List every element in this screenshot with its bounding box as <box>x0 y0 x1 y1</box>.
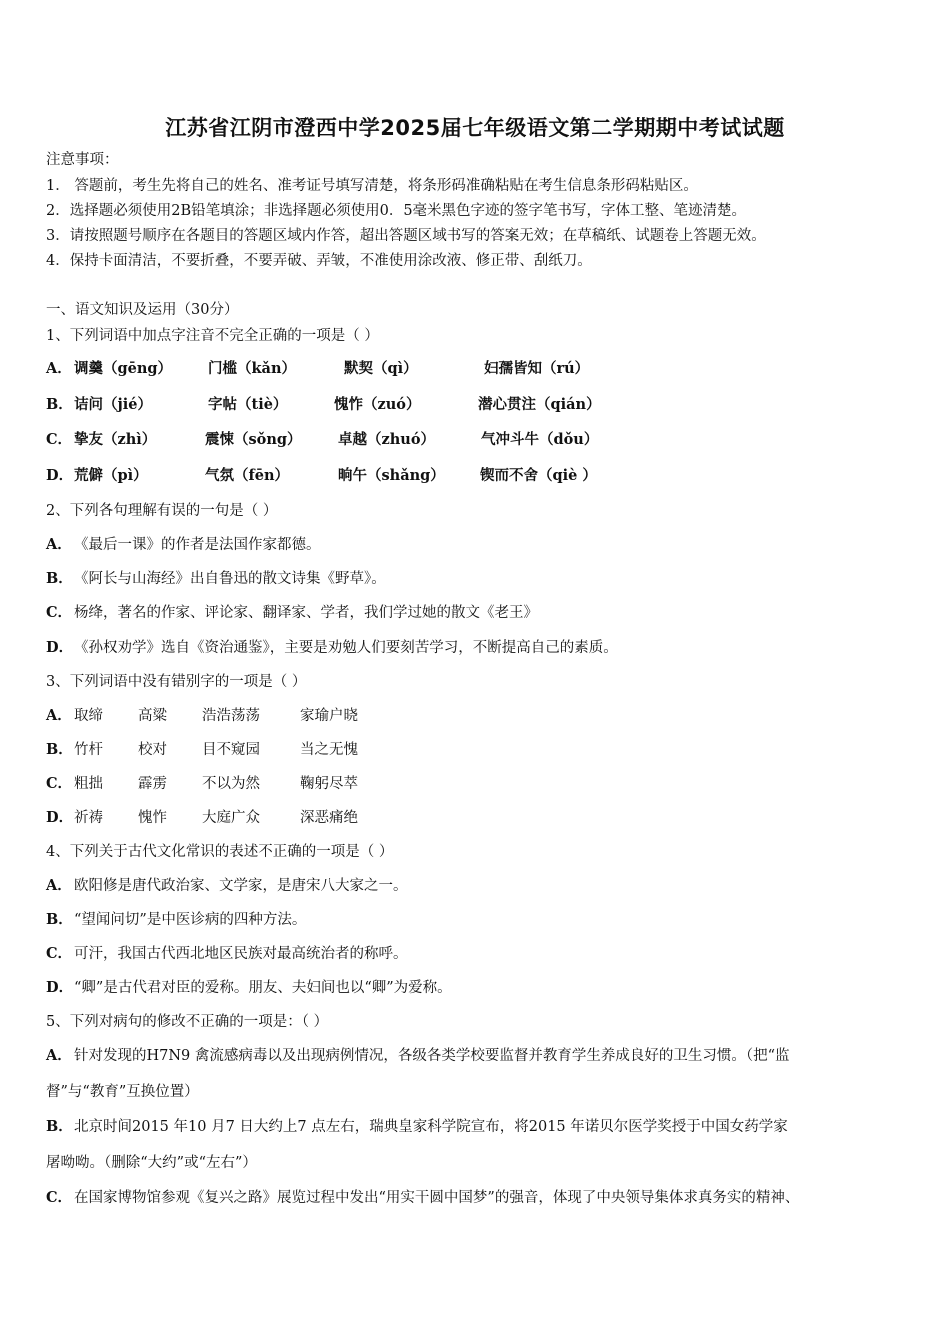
q1-option-c <box>46 430 74 450</box>
option-label: C． <box>46 775 73 792</box>
option-label: B． <box>46 1118 73 1135</box>
q2-option-c <box>46 603 538 623</box>
q3-a-word-1: 取缔 <box>74 708 103 724</box>
notice-item-4: 4．保持卡面清洁，不要折叠，不要弄破、弄皱，不准使用涂改液、修正带、刮纸刀。 <box>46 253 592 269</box>
q1-b-word-4: 潜心贯注（qián） <box>478 396 601 413</box>
option-label: A． <box>46 707 72 724</box>
option-label: C． <box>46 945 73 962</box>
q3-b-word-2: 校对 <box>138 742 167 758</box>
q5-option-c <box>46 1188 799 1208</box>
q3-option-d <box>46 808 74 828</box>
q1-a-word-2: 门槛（kǎn） <box>208 360 296 377</box>
option-text: 杨绛，著名的作家、评论家、翻译家、学者，我们学过她的散文《老王》 <box>74 605 538 621</box>
option-label: D． <box>46 809 74 826</box>
q5-option-a <box>46 1046 790 1066</box>
q5-option-b-cont: 屠呦呦。（删除“大约”或“左右”） <box>46 1155 257 1171</box>
option-text: “卿”是古代君对臣的爱称。朋友、夫妇间也以“卿”为爱称。 <box>74 980 452 996</box>
q5-option-a-cont: 督”与“教育”互换位置） <box>46 1084 199 1100</box>
option-label: A． <box>46 877 72 894</box>
option-label: B． <box>46 911 73 928</box>
option-label: A． <box>46 536 72 553</box>
q3-d-word-3: 大庭广众 <box>202 810 260 826</box>
option-label: B． <box>46 570 73 587</box>
option-label: D． <box>46 979 74 996</box>
q1-option-b <box>46 395 74 415</box>
option-text: 《阿长与山海经》出自鲁迅的散文诗集《野草》。 <box>74 571 386 587</box>
q1-d-word-1: 荒僻（pì） <box>74 467 148 484</box>
q1-a-word-3: 默契（qì） <box>344 360 418 377</box>
section-heading: 一、语文知识及运用（30分） <box>46 302 239 318</box>
notice-item-3: 3．请按照题号顺序在各题目的答题区域内作答，超出答题区域书写的答案无效；在草稿纸、试题卷上答题无效。 <box>46 228 766 244</box>
notice-item-2: 2．选择题必须使用2B铅笔填涂；非选择题必须使用0．5毫米黑色字迹的签字笔书写，字体工整、笔迹清楚。 <box>46 203 747 219</box>
option-label: C． <box>46 1189 73 1206</box>
q5-option-b <box>46 1117 788 1137</box>
q1-c-word-4: 气冲斗牛（dǒu） <box>481 431 599 448</box>
option-text: 针对发现的H7N9 禽流感病毒以及出现病例情况，各级各类学校要监督并教育学生养成良好的卫生习惯。（把“监 <box>74 1048 790 1064</box>
option-text: 在国家博物馆参观《复兴之路》展览过程中发出“用实干圆中国梦”的强音，体现了中央领导集体求真务实的精神、 <box>74 1190 800 1206</box>
option-text: 《孙权劝学》选自《资治通鉴》，主要是劝勉人们要刻苦学习，不断提高自己的素质。 <box>74 640 618 656</box>
q1-d-word-3: 晌午（shǎng） <box>338 467 445 484</box>
q4-option-a <box>46 876 408 896</box>
q3-option-a <box>46 706 74 726</box>
q1-option-a <box>46 359 74 379</box>
q2-option-d <box>46 638 618 658</box>
q4-option-b <box>46 910 306 930</box>
notice-heading: 注意事项： <box>46 152 119 168</box>
q1-c-word-3: 卓越（zhuó） <box>338 431 435 448</box>
q1-stem: 1、下列词语中加点字注音不完全正确的一项是（ ） <box>46 328 379 344</box>
q1-c-word-1: 挚友（zhì） <box>74 431 157 448</box>
q4-option-d <box>46 978 452 998</box>
q3-b-word-3: 目不窥园 <box>202 742 260 758</box>
q3-c-word-2: 霹雳 <box>138 776 167 792</box>
q3-a-word-2: 高粱 <box>138 708 167 724</box>
q3-stem: 3、下列词语中没有错别字的一项是（ ） <box>46 674 307 690</box>
q2-stem: 2、下列各句理解有误的一句是（ ） <box>46 503 278 519</box>
q3-b-word-4: 当之无愧 <box>300 742 358 758</box>
q2-option-b <box>46 569 386 589</box>
q1-c-word-2: 震悚（sǒng） <box>205 431 302 448</box>
q3-a-word-3: 浩浩荡荡 <box>202 708 260 724</box>
q3-option-b <box>46 740 74 760</box>
q1-option-d <box>46 466 74 486</box>
option-label: C． <box>46 431 73 448</box>
q3-a-word-4: 家瑜户晓 <box>300 708 358 724</box>
option-label: D． <box>46 467 74 484</box>
q4-stem: 4、下列关于古代文化常识的表述不正确的一项是（ ） <box>46 844 394 860</box>
option-text: 可汗，我国古代西北地区民族对最高统治者的称呼。 <box>74 946 408 962</box>
q3-d-word-2: 愧怍 <box>138 810 167 826</box>
q1-d-word-4: 锲而不舍（qiè ） <box>480 467 597 484</box>
q4-option-c <box>46 944 408 964</box>
option-label: A． <box>46 360 72 377</box>
option-label: B． <box>46 396 73 413</box>
q3-d-word-4: 深恶痛绝 <box>300 810 358 826</box>
option-label: D． <box>46 639 74 656</box>
option-label: B． <box>46 741 73 758</box>
option-label: C． <box>46 604 73 621</box>
q3-b-word-1: 竹杆 <box>74 742 103 758</box>
option-text: 北京时间2015 年10 月7 日大约上7 点左右，瑞典皇家科学院宣布，将2015 年诺贝尔医学奖授于中国女药学家 <box>74 1119 788 1135</box>
page-title: 江苏省江阴市澄西中学2025届七年级语文第二学期期中考试试题 <box>165 116 785 140</box>
q3-c-word-3: 不以为然 <box>202 776 260 792</box>
option-label: A． <box>46 1047 72 1064</box>
q1-a-word-4: 妇孺皆知（rú） <box>484 360 590 377</box>
option-text: “望闻问切”是中医诊病的四种方法。 <box>74 912 307 928</box>
option-text: 《最后一课》的作者是法国作家都德。 <box>74 537 321 553</box>
q1-b-word-2: 字帖（tiè） <box>208 396 288 413</box>
q2-option-a <box>46 535 321 555</box>
q3-c-word-1: 粗拙 <box>74 776 103 792</box>
q5-stem: 5、下列对病句的修改不正确的一项是：（ ） <box>46 1014 329 1030</box>
q1-b-word-1: 诘问（jié） <box>74 396 152 413</box>
q1-a-word-1: 调羹（gēng） <box>74 360 173 377</box>
q3-option-c <box>46 774 74 794</box>
q1-d-word-2: 气氛（fēn） <box>205 467 290 484</box>
q3-d-word-1: 祈祷 <box>74 810 103 826</box>
option-text: 欧阳修是唐代政治家、文学家，是唐宋八大家之一。 <box>74 878 408 894</box>
q1-b-word-3: 愧怍（zuó） <box>334 396 421 413</box>
q3-c-word-4: 鞠躬尽萃 <box>300 776 358 792</box>
notice-item-1: 1． 答题前，考生先将自己的姓名、准考证号填写清楚，将条形码准确粘贴在考生信息条形码粘贴区。 <box>46 178 698 194</box>
